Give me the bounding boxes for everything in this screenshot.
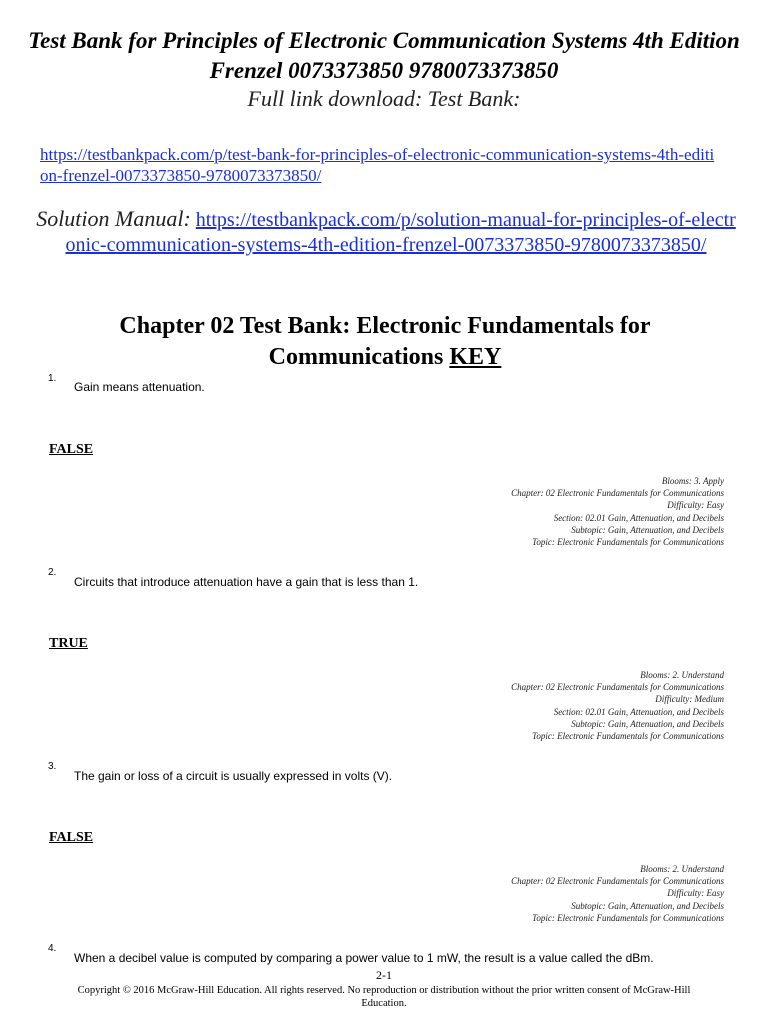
meta-line: Chapter: 02 Electronic Fundamentals for Communications [511,682,724,693]
answer-label: FALSE [49,830,94,845]
question-number: 1. [48,373,57,384]
question-metadata [324,475,724,548]
meta-line: Difficulty: Medium [655,694,724,705]
meta-line: Chapter: 02 Electronic Fundamentals for Communications [511,876,724,887]
full-link-label [20,86,748,112]
meta-line: Topic: Electronic Fundamentals for Communications [532,912,724,923]
question-text: Circuits that introduce attenuation have a gain that is less than 1. [74,575,419,589]
answer-label: TRUE [49,636,88,651]
solution-manual-line [36,206,736,258]
chapter-heading [40,311,730,373]
question-text: The gain or loss of a circuit is usually expressed in volts (V). [74,769,393,783]
meta-line: Section: 02.01 Gain, Attenuation, and Decibels [553,706,724,717]
solution-manual-label: Solution Manual: [36,206,191,231]
meta-line: Topic: Electronic Fundamentals for Communications [532,537,724,548]
meta-line: Section: 02.01 Gain, Attenuation, and Decibels [553,512,724,523]
chapter-title: Chapter 02 Test Bank: Electronic Fundamentals for Communications [119,313,651,370]
solution-manual-link[interactable]: https://testbankpack.com/p/solution-manual-for-principles-of-electronic-communication-systems-4th-edition-frenzel-0073373850-9780073373850/ [65,209,736,256]
question-text: Gain means attenuation. [74,380,205,394]
test-bank-link[interactable]: https://testbankpack.com/p/test-bank-for-principles-of-electronic-communication-systems-4th-edition-frenzel-0073373850-9780073373850/ [40,145,715,185]
copyright-notice: Copyright © 2016 McGraw-Hill Education. All rights reserved. No reproduction or distribution without the prior written consent of McGraw-Hill Education. [77,985,691,1009]
meta-line: Difficulty: Easy [667,888,724,899]
question-number: 4. [48,943,57,954]
full-link-label-text: Full link download: Test Bank: [247,86,521,111]
chapter-key-label: KEY [449,344,502,370]
meta-line: Subtopic: Gain, Attenuation, and Decibels [571,900,724,911]
question-number: 3. [48,761,57,772]
question-text: When a decibel value is computed by comparing a power value to 1 mW, the result is a value called the dBm. [74,951,654,965]
meta-line: Blooms: 3. Apply [661,476,724,486]
page-number: 2-1 [376,968,392,982]
meta-line: Subtopic: Gain, Attenuation, and Decibels [571,524,724,535]
meta-line: Topic: Electronic Fundamentals for Communications [532,731,724,742]
question-metadata [324,863,724,924]
question-number: 2. [48,567,57,578]
meta-line: Subtopic: Gain, Attenuation, and Decibels [571,718,724,729]
meta-line: Blooms: 2. Understand [640,670,724,680]
meta-line: Chapter: 02 Electronic Fundamentals for Communications [511,488,724,499]
question-metadata [324,669,724,742]
answer-label: FALSE [49,442,94,457]
document-title: Test Bank for Principles of Electronic Communication Systems 4th Edition Frenzel 0073373850 9780073373850 [28,28,740,83]
meta-line: Difficulty: Easy [667,500,724,511]
meta-line: Blooms: 2. Understand [640,864,724,874]
